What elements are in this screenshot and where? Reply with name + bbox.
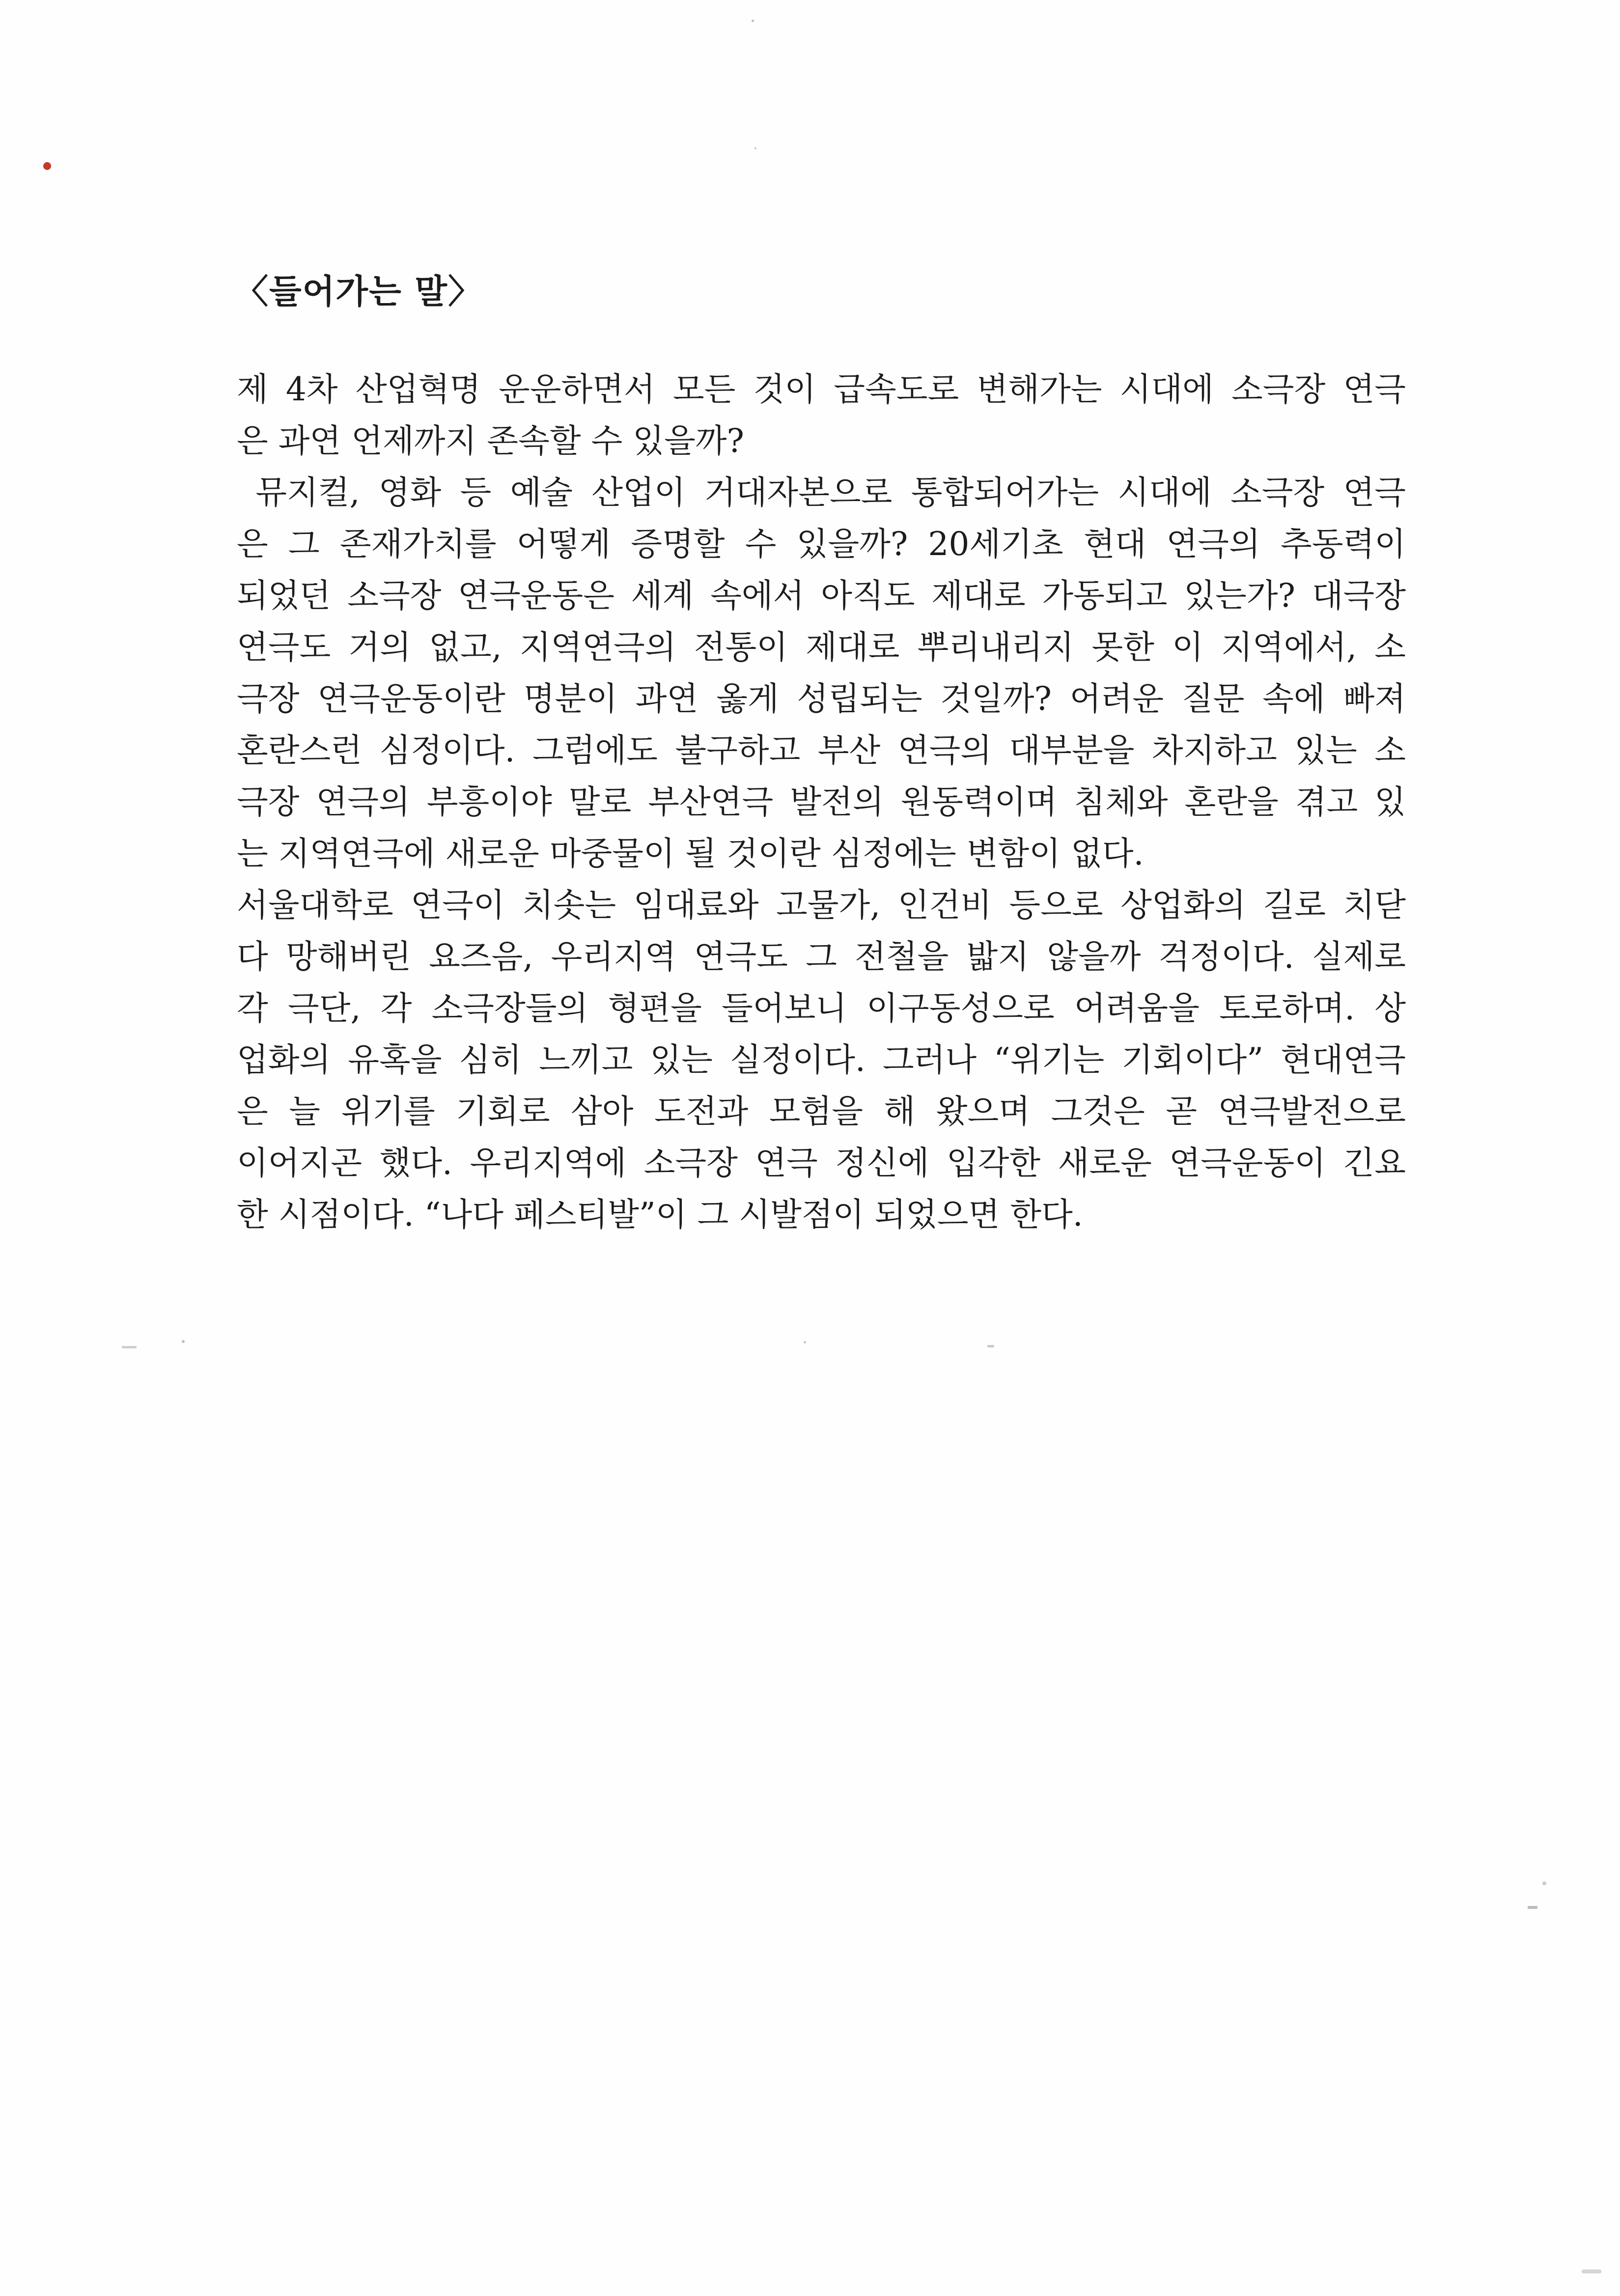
- text-line: 은 과연 언제까지 존속할 수 있을까?: [237, 422, 744, 460]
- text-line: 되었던 소극장 연극운동은 세계 속에서 아직도 제대로 가동되고 있는가? 대극장: [237, 577, 1406, 615]
- scan-speck: [752, 20, 754, 22]
- scan-speck: [1582, 2269, 1601, 2273]
- text-line: 한 시점이다. “나다 페스티발”이 그 시발점이 되었으면 한다.: [237, 1196, 1083, 1233]
- text-line: 극장 연극운동이란 명분이 과연 옳게 성립되는 것일까? 어려운 질문 속에 빠져: [237, 680, 1406, 718]
- text-line: 이어지곤 했다. 우리지역에 소극장 연극 정신에 입각한 새로운 연극운동이 긴요: [237, 1144, 1406, 1182]
- text-line: 뮤지컬, 영화 등 예술 산업이 거대자본으로 통합되어가는 시대에 소극장 연극: [237, 474, 1406, 511]
- text-line: 서울대학로 연극이 치솟는 임대료와 고물가, 인건비 등으로 상업화의 길로 치닫: [237, 886, 1406, 924]
- text-line: 다 망해버린 요즈음, 우리지역 연극도 그 전철을 밟지 않을까 걱정이다. 실제로: [237, 938, 1406, 976]
- text-line: 업화의 유혹을 심히 느끼고 있는 실정이다. 그러나 “위기는 기회이다” 현대연극: [237, 1041, 1406, 1079]
- scan-speck: [804, 1341, 806, 1344]
- scan-speck: [754, 147, 756, 149]
- scan-speck: [122, 1346, 137, 1348]
- body-paragraph: [237, 364, 1406, 1240]
- scan-speck: [987, 1345, 994, 1347]
- text-line: 은 늘 위기를 기회로 삼아 도전과 모험을 해 왔으며 그것은 곧 연극발전으로: [237, 1092, 1406, 1130]
- scan-speck: [182, 1340, 185, 1343]
- red-ink-mark: [43, 162, 51, 170]
- scan-speck: [1542, 1881, 1546, 1885]
- text-line: 각 극단, 각 소극장들의 형편을 들어보니 이구동성으로 어려움을 토로하며. 상: [237, 989, 1406, 1027]
- scan-speck: [1528, 1906, 1537, 1909]
- text-line: 은 그 존재가치를 어떻게 증명할 수 있을까? 20세기초 현대 연극의 추동력이: [237, 525, 1406, 563]
- text-line: 혼란스런 심정이다. 그럼에도 불구하고 부산 연극의 대부분을 차지하고 있는 소: [237, 731, 1406, 769]
- section-heading: 〈들어가는 말〉: [235, 272, 483, 311]
- text-line: 연극도 거의 없고, 지역연극의 전통이 제대로 뿌리내리지 못한 이 지역에서, 소: [237, 628, 1406, 666]
- text-line: 는 지역연극에 새로운 마중물이 될 것이란 심정에는 변함이 없다.: [237, 835, 1144, 872]
- text-line: 제 4차 산업혁명 운운하면서 모든 것이 급속도로 변해가는 시대에 소극장 연극: [237, 370, 1406, 408]
- text-line: 극장 연극의 부흥이야 말로 부산연극 발전의 원동력이며 침체와 혼란을 겪고 있: [237, 783, 1406, 821]
